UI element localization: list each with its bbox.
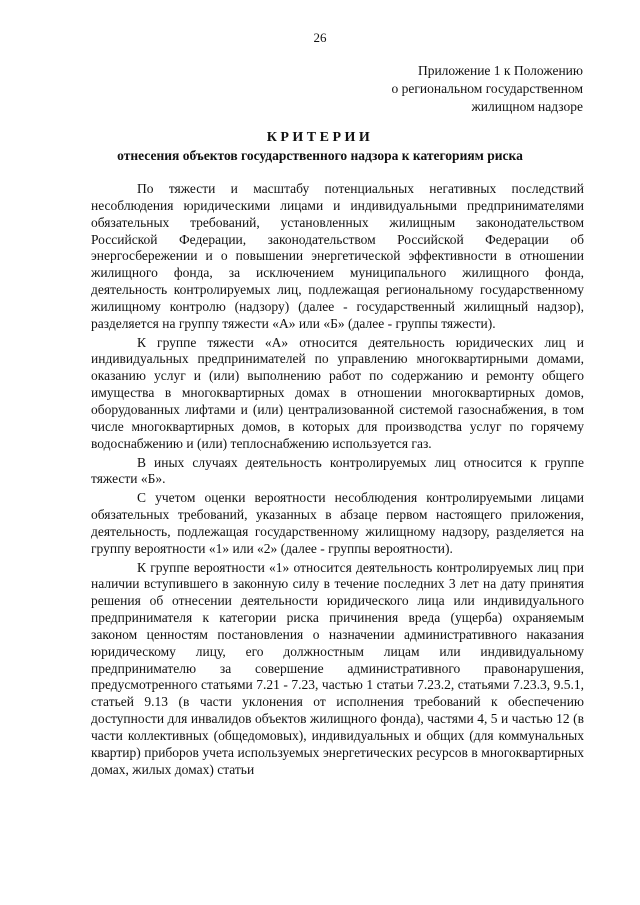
appendix-line: о региональном государственном: [391, 81, 583, 96]
paragraph: С учетом оценки вероятности несоблюдения контролируемыми лицами обязательных требований, указанных в абзаце первом настоящего приложения, деятельность, подлежащая государственному жилищному надзору, разделяется на группу вероятности «1» или «2» (далее - группы вероятности).: [91, 490, 584, 556]
document-subtitle: отнесения объектов государственного надзора к категориям риска: [117, 148, 523, 163]
appendix-line: Приложение 1 к Положению: [417, 63, 583, 78]
appendix-header: [391, 62, 583, 116]
page-number: 26: [313, 30, 327, 45]
appendix-line: жилищном надзоре: [471, 99, 583, 114]
paragraph: К группе вероятности «1» относится деятельность контролируемых лиц при наличии вступившего в законную силу в течение последних 3 лет на дату принятия решения об отнесении деятельности юридического лица или индивидуального предпринимателя к категории риска причинения вреда (ущерба) охраняемым законом ценностям постановления о назначении административного наказания юридическому лицу, его должностным лицам или индивидуальному предпринимателю за совершение административного правонарушения, предусмотренного статьями 7.21 - 7.23, частью 1 статьи 7.23.2, статьями 7.23.3, 9.5.1, статьей 9.13 (в части уклонения от исполнения требований к обеспечению доступности для инвалидов объектов жилищного фонда), частями 4, 5 и частью 12 (в части коллективных (общедомовых), индивидуальных и общих (для коммунальных квартир) приборов учета используемых энергетических ресурсов в многоквартирных домах, жилых домах) статьи: [91, 559, 584, 777]
document-title: КРИТЕРИИ: [266, 130, 374, 145]
paragraph: К группе тяжести «А» относится деятельность юридических лиц и индивидуальных предпринимателей по управлению многоквартирными домами, оказанию услуг и (или) выполнению работ по содержанию и ремонту общего имущества в многоквартирных домах в отношении многоквартирных домов, оборудованных лифтами и (или) централизованной системой газоснабжения, в том числе многоквартирных домов, в которых для производства услуг по горячему водоснабжению и (или) теплоснабжению используется газ.: [91, 334, 584, 451]
paragraph: В иных случаях деятельность контролируемых лиц относится к группе тяжести «Б».: [91, 454, 584, 487]
paragraph: По тяжести и масштабу потенциальных негативных последствий несоблюдения юридическими лицами и индивидуальными предпринимателями обязательных требований, установленных жилищным законодательством Российской Федерации, законодательством Российской Федерации об энергосбережении и о повышении энергетической эффективности в отношении жилищного фонда, за исключением муниципального жилищного фонда, деятельность контролируемых лиц, подлежащая региональному государственному жилищному контролю (надзору) (далее - государственный жилищный надзор), разделяется на группу тяжести «А» или «Б» (далее - группы тяжести).: [91, 181, 584, 331]
document-body: [91, 181, 584, 781]
